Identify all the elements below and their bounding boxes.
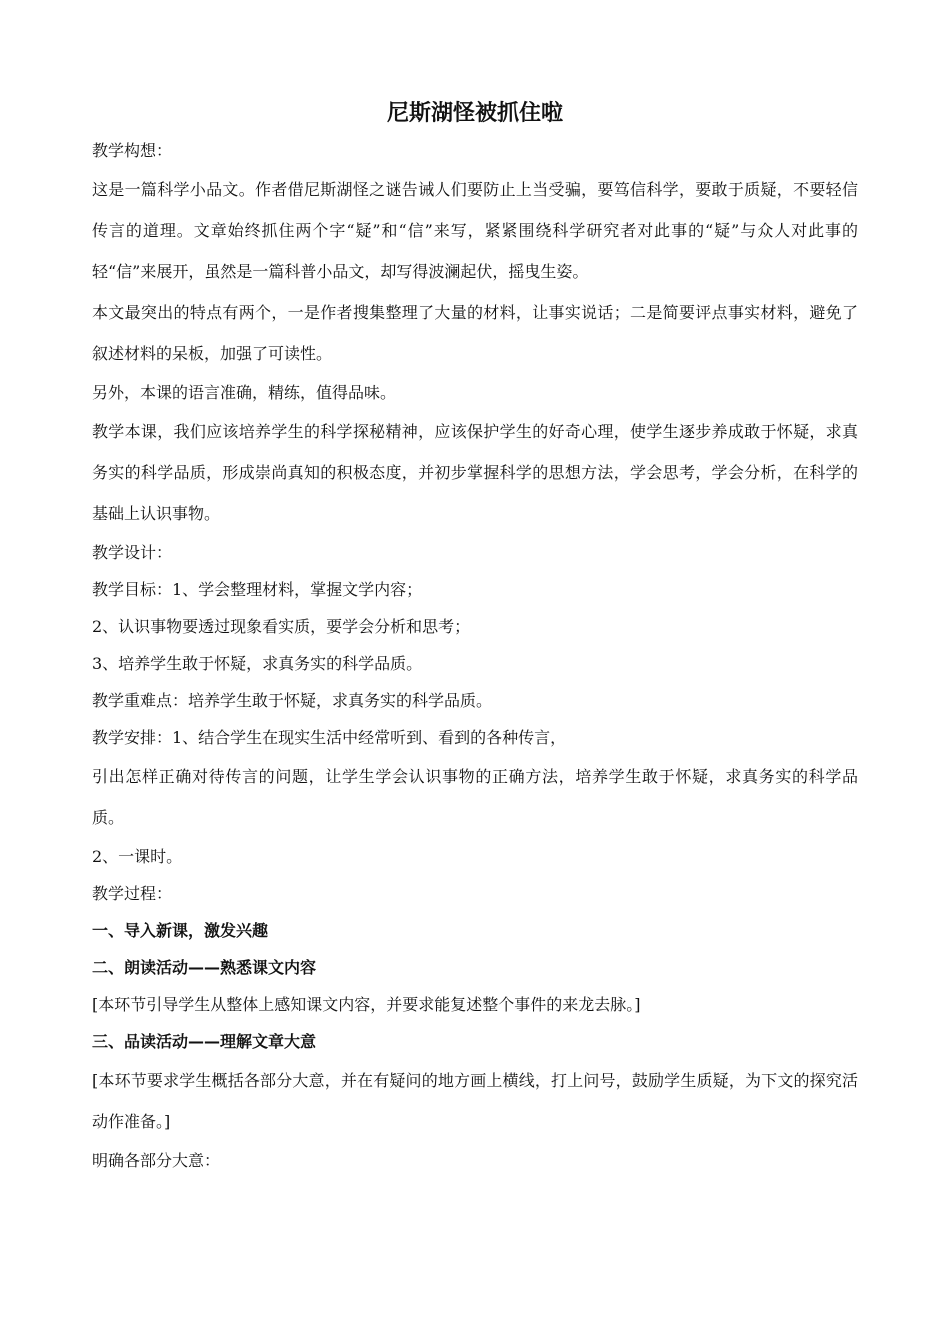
section-heading-teaching-design: 教学设计： [92, 543, 173, 562]
section-heading-teaching-concept: 教学构想： [92, 141, 173, 160]
step-3-note: [本环节要求学生概括各部分大意，并在有疑问的地方画上横线，打上问号，鼓励学生质疑，为下文的探究活动作准备。] [92, 1071, 858, 1131]
key-difficulty: 教学重难点：培养学生敢于怀疑，求真务实的科学品质。 [92, 691, 493, 710]
paragraph-language: 另外，本课的语言准确，精练，值得品味。 [92, 383, 397, 402]
paragraph-intro: 这是一篇科学小品文。作者借尼斯湖怪之谜告诫人们要防止上当受骗，要笃信科学，要敢于质疑，不要轻信传言的道理。文章始终抓住两个字“疑”和“信”来写，紧紧围绕科学研究者对此事的“疑”与众人对此事的轻“信”来展开，虽然是一篇科普小品文，却写得波澜起伏，摇曳生姿。 [92, 180, 858, 281]
step-heading-3: 三、品读活动——理解文章大意 [92, 1032, 317, 1051]
step-heading-2: 二、朗读活动——熟悉课文内容 [92, 958, 317, 977]
objective-3: 3、培养学生敢于怀疑，求真务实的科学品质。 [92, 654, 423, 673]
arrangement-1: 教学安排：1、结合学生在现实生活中经常听到、看到的各种传言， [92, 728, 567, 747]
document-title: 尼斯湖怪被抓住啦 [386, 101, 563, 126]
paragraph-features: 本文最突出的特点有两个，一是作者搜集整理了大量的材料，让事实说话；二是简要评点事实材料，避免了叙述材料的呆板，加强了可读性。 [92, 303, 858, 363]
objective-1: 教学目标：1、学会整理材料，掌握文学内容； [92, 580, 423, 599]
arrangement-1-continued: 引出怎样正确对待传言的问题，让学生学会认识事物的正确方法，培养学生敢于怀疑，求真务实的科学品质。 [92, 767, 858, 827]
arrangement-2: 2、一课时。 [92, 847, 183, 866]
paragraph-teaching-goal: 教学本课，我们应该培养学生的科学探秘精神，应该保护学生的好奇心理，使学生逐步养成敢于怀疑，求真务实的科学品质，形成崇尚真知的积极态度，并初步掌握科学的思想方法，学会思考，学会分析，在科学的基础上认识事物。 [92, 422, 858, 523]
section-heading-teaching-process: 教学过程： [92, 884, 173, 903]
objective-2: 2、认识事物要透过现象看实质，要学会分析和思考； [92, 617, 471, 636]
step-heading-1: 一、导入新课，激发兴趣 [92, 921, 269, 940]
step-2-note: [本环节引导学生从整体上感知课文内容，并要求能复述整个事件的来龙去脉。] [92, 995, 641, 1014]
section-summary-heading: 明确各部分大意： [92, 1151, 221, 1170]
